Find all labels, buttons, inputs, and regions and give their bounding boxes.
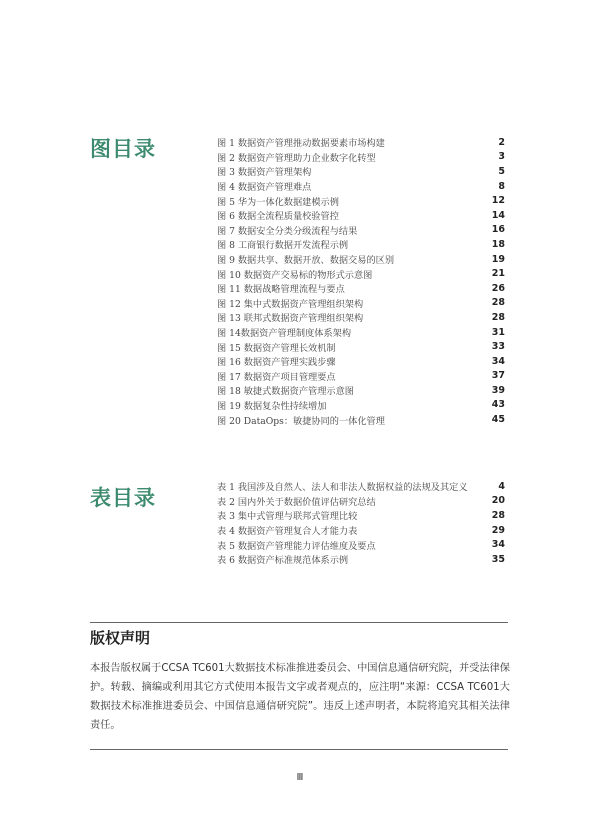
figure-entry-page: 8: [498, 180, 505, 192]
figure-entry[interactable]: [217, 150, 505, 165]
table-entry-page: 28: [491, 509, 505, 521]
figures-list: [217, 135, 505, 427]
figure-entry-page: 31: [491, 326, 505, 338]
figure-entry-page: 16: [491, 224, 505, 236]
table-entry-title: 表 3 集中式管理与联邦式管理比较: [217, 511, 358, 523]
figure-entry-title: 图 2 数据资产管理助力企业数字化转型: [217, 152, 376, 164]
figure-entry[interactable]: [217, 383, 505, 398]
figure-entry[interactable]: [217, 354, 505, 369]
figure-entry-page: 14: [491, 209, 505, 221]
figure-entry[interactable]: [217, 252, 505, 267]
figure-entry[interactable]: [217, 193, 505, 208]
figure-entry-title: 图 19 数据复杂性持续增加: [217, 400, 327, 412]
figure-entry-title: 图 9 数据共享、数据开放、数据交易的区别: [217, 255, 395, 267]
copyright-title: 版权声明: [90, 629, 151, 647]
figure-entry[interactable]: [217, 398, 505, 413]
copyright-body: 本报告版权属于CCSA TC601大数据技术标准推进委员会、中国信息通信研究院，并受法律保护。转载、摘编或利用其它方式使用本报告文字或者观点的，应注明“来源：CCSA TC601大数据技术标准推进委员会、中国信息通信研究院”。违反上述声明者，本院将追究其相关法律责任。: [90, 663, 510, 731]
table-entry[interactable]: [217, 494, 505, 509]
figure-entry-page: 45: [491, 414, 505, 426]
figure-entry-page: 5: [498, 165, 505, 177]
figure-entry-title: 图 5 华为一体化数据建模示例: [217, 196, 339, 208]
table-entry-page: 4: [498, 480, 505, 492]
table-entry-page: 34: [491, 539, 505, 551]
figure-entry[interactable]: [217, 266, 505, 281]
figure-entry-title: 图 18 敏捷式数据资产管理示意图: [217, 386, 354, 398]
table-entry[interactable]: [217, 523, 505, 538]
figure-entry-page: 26: [491, 282, 505, 294]
table-entry-title: 表 5 数据资产管理能力评估维度及要点: [217, 540, 376, 552]
table-entry-title: 表 6 数据资产标准规范体系示例: [217, 555, 349, 567]
table-entry-page: 29: [491, 524, 505, 536]
page-number: Ⅲ: [296, 772, 304, 783]
table-entry[interactable]: [217, 552, 505, 567]
figure-entry-title: 图 20 DataOps：敏捷协同的一体化管理: [217, 415, 385, 427]
figure-entry-page: 3: [498, 151, 505, 163]
table-entry-title: 表 2 国内外关于数据价值评估研究总结: [217, 496, 376, 508]
figure-entry[interactable]: [217, 223, 505, 238]
figure-entry-page: 18: [491, 238, 505, 250]
figure-entry[interactable]: [217, 164, 505, 179]
figure-entry[interactable]: [217, 310, 505, 325]
copyright-top-rule: [90, 622, 508, 623]
tables-heading: 表目录: [90, 486, 156, 510]
figure-entry-title: 图 12 集中式数据资产管理组织架构: [217, 298, 364, 310]
figure-entry-title: 图 13 联邦式数据资产管理组织架构: [217, 313, 364, 325]
figure-entry[interactable]: [217, 296, 505, 311]
figure-entry-page: 37: [491, 370, 505, 382]
table-entry[interactable]: [217, 537, 505, 552]
figure-entry-title: 图 7 数据安全分类分级流程与结果: [217, 225, 358, 237]
figure-entry-title: 图 14数据资产管理制度体系架构: [217, 328, 352, 340]
figure-entry-page: 28: [491, 311, 505, 323]
figure-entry-page: 12: [491, 195, 505, 207]
figure-entry[interactable]: [217, 339, 505, 354]
figure-entry[interactable]: [217, 135, 505, 150]
table-entry[interactable]: [217, 508, 505, 523]
table-entry-title: 表 1 我国涉及自然人、法人和非法人数据权益的法规及其定义: [217, 482, 468, 494]
figure-entry[interactable]: [217, 281, 505, 296]
copyright-bottom-rule: [90, 749, 508, 750]
figure-entry-page: 39: [491, 384, 505, 396]
figure-entry-title: 图 6 数据全流程质量校验管控: [217, 211, 339, 223]
figure-entry-title: 图 17 数据资产项目管理要点: [217, 371, 336, 383]
figure-entry[interactable]: [217, 412, 505, 427]
figure-entry-page: 43: [491, 399, 505, 411]
table-entry-page: 20: [491, 495, 505, 507]
figure-entry-title: 图 16 数据资产管理实践步骤: [217, 357, 336, 369]
figure-entry-title: 图 4 数据资产管理难点: [217, 182, 312, 194]
figure-entry-page: 19: [491, 253, 505, 265]
table-entry[interactable]: [217, 479, 505, 494]
figure-entry-title: 图 3 数据资产管理架构: [217, 167, 312, 179]
tables-list: [217, 479, 505, 567]
figure-entry[interactable]: [217, 179, 505, 194]
figure-entry[interactable]: [217, 369, 505, 384]
figure-entry-page: 21: [491, 268, 505, 280]
figure-entry-page: 34: [491, 355, 505, 367]
figure-entry[interactable]: [217, 237, 505, 252]
figure-entry[interactable]: [217, 208, 505, 223]
figure-entry-page: 33: [491, 341, 505, 353]
figure-entry-page: 28: [491, 297, 505, 309]
table-entry-page: 35: [491, 553, 505, 565]
figure-entry-title: 图 15 数据资产管理长效机制: [217, 342, 336, 354]
figure-entry-title: 图 11 数据战略管理流程与要点: [217, 284, 345, 296]
figure-entry[interactable]: [217, 325, 505, 340]
figure-entry-title: 图 1 数据资产管理推动数据要素市场构建: [217, 138, 385, 150]
table-entry-title: 表 4 数据资产管理复合人才能力表: [217, 526, 358, 538]
figures-heading: 图目录: [90, 137, 156, 161]
figure-entry-title: 图 8 工商银行数据开发流程示例: [217, 240, 349, 252]
figure-entry-title: 图 10 数据资产交易标的物形式示意图: [217, 269, 373, 281]
figure-entry-page: 2: [498, 136, 505, 148]
